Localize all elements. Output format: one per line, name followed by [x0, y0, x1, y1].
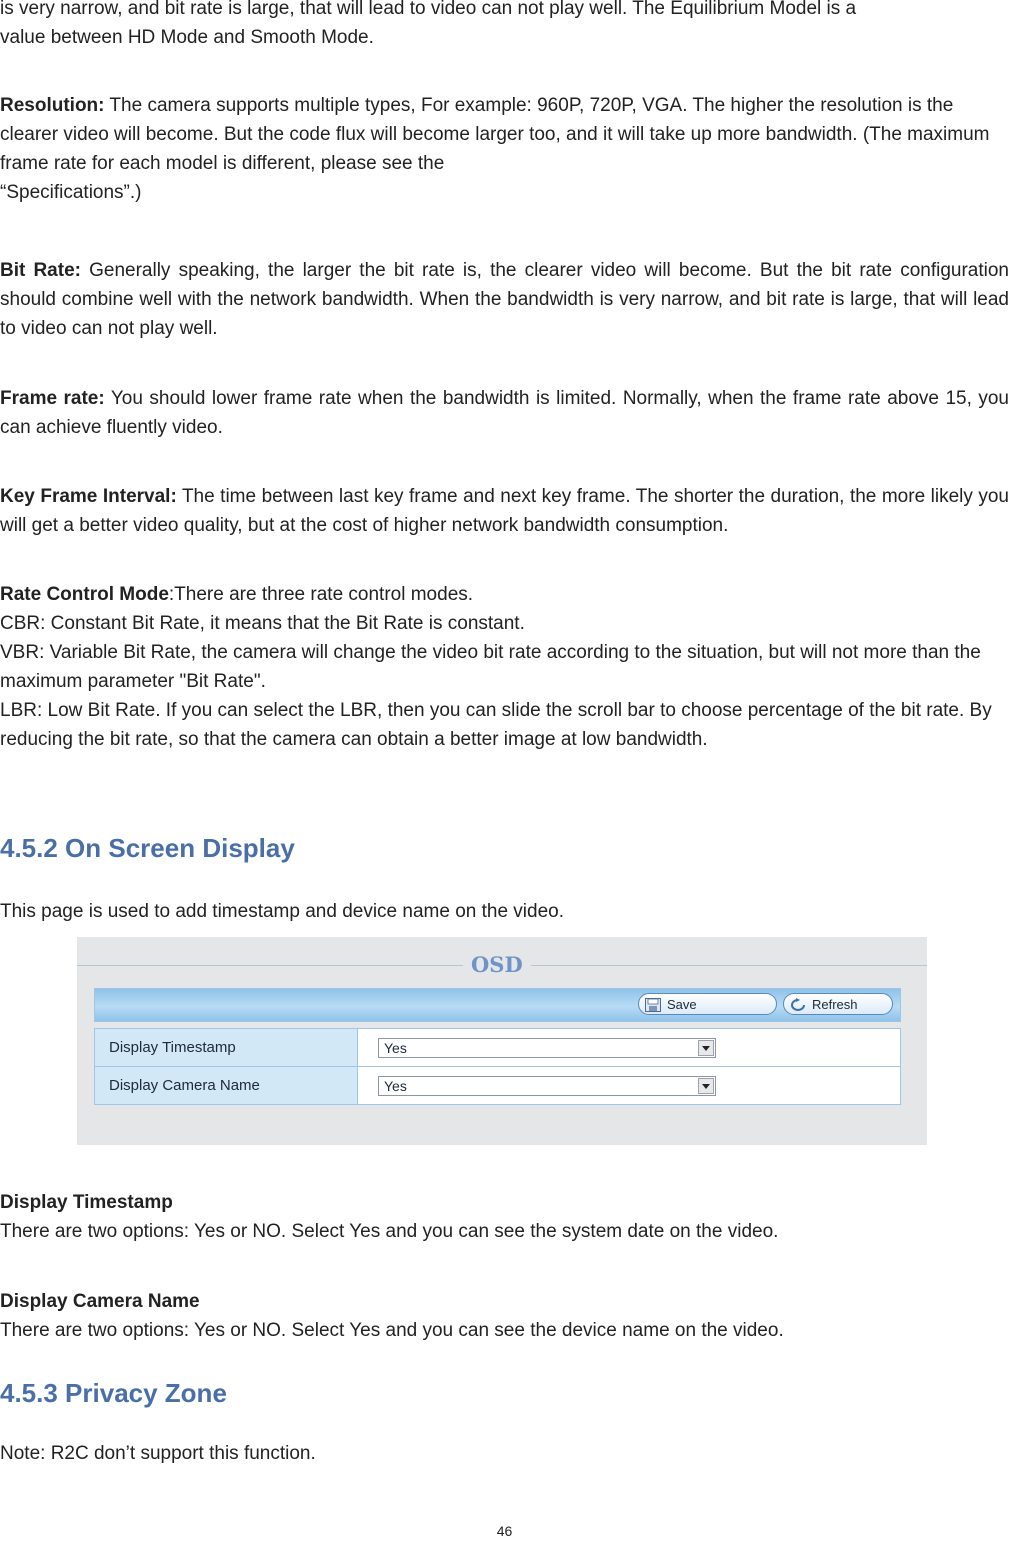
display-camera-name-select[interactable] — [378, 1076, 716, 1096]
refresh-button[interactable] — [783, 993, 893, 1015]
resolution-text-end: “Specifications”.) — [0, 182, 142, 203]
display-timestamp-label: Display Timestamp — [95, 1029, 358, 1066]
section-heading-453: 4.5.3 Privacy Zone — [0, 1378, 227, 1408]
framerate-paragraph — [0, 384, 1009, 442]
chevron-down-icon[interactable] — [698, 1078, 714, 1094]
framerate-text: You should lower frame rate when the bandwidth is limited. Normally, when the frame rate above 15, you can achieve fluently video. — [0, 388, 1009, 438]
display-timestamp-section — [0, 1188, 1009, 1246]
intro-line-1: is very narrow, and bit rate is large, that will lead to video can not play well. The Equilibrium Model is a — [0, 0, 857, 19]
display-camera-name-label: Display Camera Name — [95, 1067, 358, 1104]
resolution-term: Resolution: — [0, 95, 105, 116]
osd-settings-panel — [77, 937, 927, 1145]
bitrate-text: Generally speaking, the larger the bit rate is, the clearer video will become. But the bit rate configuration should combine well with the network bandwidth. When the bandwidth is very narrow, and bit rate is large, that will lead to video can not play well. — [0, 260, 1009, 339]
ratecontrol-cbr: CBR: Constant Bit Rate, it means that the Bit Rate is constant. — [0, 613, 525, 634]
osd-settings-table — [94, 1028, 901, 1105]
display-camera-name-heading: Display Camera Name — [0, 1291, 200, 1312]
osd-toolbar — [94, 988, 901, 1022]
display-camera-name-text: There are two options: Yes or NO. Select Yes and you can see the device name on the video. — [0, 1320, 784, 1341]
refresh-arrow-icon — [790, 997, 806, 1011]
table-row-display-timestamp — [95, 1029, 900, 1066]
keyframe-paragraph — [0, 482, 1009, 540]
resolution-paragraph — [0, 91, 1009, 207]
floppy-disk-icon — [645, 997, 661, 1011]
ratecontrol-vbr: VBR: Variable Bit Rate, the camera will change the video bit rate according to the situation, but will not more than the maximum parameter "Bit Rate". — [0, 642, 981, 692]
display-timestamp-value: Yes — [384, 1040, 407, 1056]
framerate-term: Frame rate: — [0, 388, 105, 409]
resolution-text: The camera supports multiple types, For example: 960P, 720P, VGA. The higher the resolution is the clearer video will become. But the code flux will become larger too, and it will take up more bandwidth. (The maximum frame rate for each model is different, please see the — [0, 95, 990, 174]
osd-panel-title: OSD — [463, 952, 531, 978]
bitrate-term: Bit Rate: — [0, 260, 81, 281]
ratecontrol-lbr: LBR: Low Bit Rate. If you can select the LBR, then you can slide the scroll bar to choose percentage of the bit rate. By reducing the bit rate, so that the camera can obtain a better image at low bandwidth. — [0, 700, 992, 750]
display-timestamp-select[interactable] — [378, 1038, 716, 1058]
bitrate-paragraph — [0, 256, 1009, 343]
section-heading-452: 4.5.2 On Screen Display — [0, 833, 295, 863]
ratecontrol-paragraph — [0, 580, 1009, 754]
ratecontrol-text: :There are three rate control modes. — [168, 584, 474, 605]
refresh-button-label: Refresh — [812, 997, 858, 1012]
display-timestamp-text: There are two options: Yes or NO. Select Yes and you can see the system date on the video. — [0, 1221, 779, 1242]
ratecontrol-term: Rate Control Mode — [0, 584, 169, 605]
display-timestamp-heading: Display Timestamp — [0, 1192, 173, 1213]
save-button-label: Save — [667, 997, 697, 1012]
section-452-description: This page is used to add timestamp and device name on the video. — [0, 901, 565, 922]
table-row-display-camera-name — [95, 1066, 900, 1104]
display-camera-name-section — [0, 1287, 1009, 1345]
page-number: 46 — [496, 1523, 513, 1539]
intro-line-2: value between HD Mode and Smooth Mode. — [0, 27, 374, 48]
keyframe-text: The time between last key frame and next key frame. The shorter the duration, the more likely you will get a better video quality, but at the cost of higher network bandwidth consumption. — [0, 486, 1009, 536]
display-camera-name-value: Yes — [384, 1078, 407, 1094]
chevron-down-icon[interactable] — [698, 1040, 714, 1056]
privacy-zone-note: Note: R2C don’t support this function. — [0, 1443, 316, 1464]
keyframe-term: Key Frame Interval: — [0, 486, 177, 507]
intro-paragraph — [0, 0, 1009, 52]
save-button[interactable] — [638, 993, 777, 1015]
